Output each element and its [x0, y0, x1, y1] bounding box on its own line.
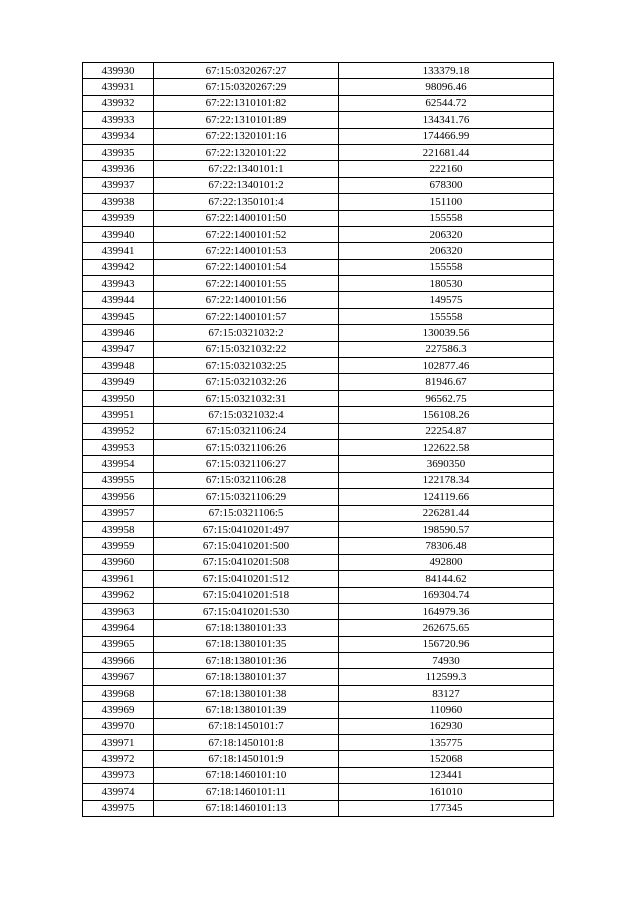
cadastral-number-cell: 67:18:1380101:37: [154, 669, 339, 685]
table-row: [83, 456, 554, 472]
table-row: [83, 603, 554, 619]
cadastral-number-cell: 67:15:0410201:518: [154, 587, 339, 603]
value-cell: 78306.48: [339, 538, 554, 554]
table-row: [83, 407, 554, 423]
table-row: [83, 63, 554, 79]
row-number-cell: 439943: [83, 276, 154, 292]
value-cell: 492800: [339, 554, 554, 570]
value-cell: 177345: [339, 800, 554, 816]
row-number-cell: 439968: [83, 685, 154, 701]
value-cell: 124119.66: [339, 489, 554, 505]
row-number-cell: 439959: [83, 538, 154, 554]
row-number-cell: 439956: [83, 489, 154, 505]
value-cell: 206320: [339, 226, 554, 242]
table-row: [83, 571, 554, 587]
row-number-cell: 439971: [83, 735, 154, 751]
row-number-cell: 439946: [83, 325, 154, 341]
cadastral-number-cell: 67:18:1380101:38: [154, 685, 339, 701]
row-number-cell: 439940: [83, 226, 154, 242]
table-row: [83, 685, 554, 701]
cadastral-number-cell: 67:22:1350101:4: [154, 194, 339, 210]
value-cell: 155558: [339, 259, 554, 275]
table-row: [83, 587, 554, 603]
table-row: [83, 210, 554, 226]
row-number-cell: 439970: [83, 718, 154, 734]
value-cell: 164979.36: [339, 603, 554, 619]
table-row: [83, 79, 554, 95]
table-row: [83, 800, 554, 816]
table-row: [83, 390, 554, 406]
row-number-cell: 439955: [83, 472, 154, 488]
row-number-cell: 439949: [83, 374, 154, 390]
row-number-cell: 439931: [83, 79, 154, 95]
value-cell: 102877.46: [339, 358, 554, 374]
cadastral-number-cell: 67:18:1380101:36: [154, 653, 339, 669]
value-cell: 130039.56: [339, 325, 554, 341]
value-cell: 134341.76: [339, 112, 554, 128]
cadastral-number-cell: 67:18:1380101:33: [154, 620, 339, 636]
row-number-cell: 439963: [83, 603, 154, 619]
row-number-cell: 439939: [83, 210, 154, 226]
row-number-cell: 439961: [83, 571, 154, 587]
value-cell: 161010: [339, 784, 554, 800]
row-number-cell: 439948: [83, 358, 154, 374]
table-row: [83, 358, 554, 374]
value-cell: 222160: [339, 161, 554, 177]
row-number-cell: 439947: [83, 341, 154, 357]
row-number-cell: 439934: [83, 128, 154, 144]
value-cell: 135775: [339, 735, 554, 751]
value-cell: 84144.62: [339, 571, 554, 587]
row-number-cell: 439950: [83, 390, 154, 406]
table-row: [83, 423, 554, 439]
cadastral-number-cell: 67:18:1450101:8: [154, 735, 339, 751]
cadastral-number-cell: 67:15:0321032:25: [154, 358, 339, 374]
value-cell: 162930: [339, 718, 554, 734]
value-cell: 110960: [339, 702, 554, 718]
cadastral-number-cell: 67:15:0321106:26: [154, 439, 339, 455]
cadastral-number-cell: 67:15:0321032:2: [154, 325, 339, 341]
value-cell: 112599.3: [339, 669, 554, 685]
row-number-cell: 439945: [83, 308, 154, 324]
row-number-cell: 439937: [83, 177, 154, 193]
table-row: [83, 95, 554, 111]
cadastral-number-cell: 67:18:1380101:35: [154, 636, 339, 652]
value-cell: 174466.99: [339, 128, 554, 144]
cadastral-number-cell: 67:22:1400101:55: [154, 276, 339, 292]
row-number-cell: 439938: [83, 194, 154, 210]
table-row: [83, 735, 554, 751]
cadastral-number-cell: 67:22:1400101:52: [154, 226, 339, 242]
cadastral-number-cell: 67:22:1400101:56: [154, 292, 339, 308]
table-row: [83, 751, 554, 767]
table-row: [83, 308, 554, 324]
value-cell: 156720.96: [339, 636, 554, 652]
table-row: [83, 112, 554, 128]
value-cell: 262675.65: [339, 620, 554, 636]
cadastral-number-cell: 67:15:0410201:512: [154, 571, 339, 587]
value-cell: 3690350: [339, 456, 554, 472]
table-row: [83, 489, 554, 505]
cadastral-number-cell: 67:18:1450101:9: [154, 751, 339, 767]
cadastral-number-cell: 67:15:0320267:27: [154, 63, 339, 79]
value-cell: 221681.44: [339, 144, 554, 160]
table-row: [83, 702, 554, 718]
value-cell: 155558: [339, 210, 554, 226]
cadastral-number-cell: 67:22:1340101:2: [154, 177, 339, 193]
table-row: [83, 243, 554, 259]
value-cell: 155558: [339, 308, 554, 324]
cadastral-number-cell: 67:15:0321106:5: [154, 505, 339, 521]
row-number-cell: 439944: [83, 292, 154, 308]
row-number-cell: 439933: [83, 112, 154, 128]
cadastral-number-cell: 67:22:1310101:89: [154, 112, 339, 128]
value-cell: 206320: [339, 243, 554, 259]
row-number-cell: 439958: [83, 521, 154, 537]
value-cell: 156108.26: [339, 407, 554, 423]
value-cell: 226281.44: [339, 505, 554, 521]
cadastral-number-cell: 67:22:1320101:22: [154, 144, 339, 160]
cadastral-number-cell: 67:18:1460101:13: [154, 800, 339, 816]
cadastral-number-cell: 67:22:1400101:54: [154, 259, 339, 275]
value-cell: 149575: [339, 292, 554, 308]
cadastral-number-cell: 67:18:1460101:10: [154, 767, 339, 783]
cadastral-number-cell: 67:15:0320267:29: [154, 79, 339, 95]
table-row: [83, 554, 554, 570]
value-cell: 227586.3: [339, 341, 554, 357]
table-row: [83, 374, 554, 390]
table-row: [83, 276, 554, 292]
row-number-cell: 439957: [83, 505, 154, 521]
table-row: [83, 194, 554, 210]
table-row: [83, 177, 554, 193]
table-row: [83, 521, 554, 537]
cadastral-number-cell: 67:15:0410201:500: [154, 538, 339, 554]
row-number-cell: 439935: [83, 144, 154, 160]
table-row: [83, 669, 554, 685]
row-number-cell: 439954: [83, 456, 154, 472]
cadastral-number-cell: 67:15:0321106:27: [154, 456, 339, 472]
table-row: [83, 653, 554, 669]
value-cell: 152068: [339, 751, 554, 767]
cadastral-number-cell: 67:22:1400101:50: [154, 210, 339, 226]
cadastral-number-cell: 67:15:0321032:31: [154, 390, 339, 406]
row-number-cell: 439941: [83, 243, 154, 259]
row-number-cell: 439965: [83, 636, 154, 652]
value-cell: 122178.34: [339, 472, 554, 488]
table-body: [83, 63, 554, 817]
row-number-cell: 439952: [83, 423, 154, 439]
row-number-cell: 439936: [83, 161, 154, 177]
table-row: [83, 439, 554, 455]
cadastral-number-cell: 67:15:0321106:24: [154, 423, 339, 439]
cadastral-number-cell: 67:18:1380101:39: [154, 702, 339, 718]
value-cell: 83127: [339, 685, 554, 701]
table-row: [83, 292, 554, 308]
table-row: [83, 128, 554, 144]
row-number-cell: 439962: [83, 587, 154, 603]
value-cell: 180530: [339, 276, 554, 292]
value-cell: 169304.74: [339, 587, 554, 603]
table-row: [83, 767, 554, 783]
row-number-cell: 439973: [83, 767, 154, 783]
table-row: [83, 472, 554, 488]
row-number-cell: 439932: [83, 95, 154, 111]
row-number-cell: 439942: [83, 259, 154, 275]
table-row: [83, 341, 554, 357]
row-number-cell: 439967: [83, 669, 154, 685]
cadastral-number-cell: 67:15:0321032:22: [154, 341, 339, 357]
cadastral-number-cell: 67:15:0410201:530: [154, 603, 339, 619]
value-cell: 81946.67: [339, 374, 554, 390]
cadastral-value-table: [82, 62, 554, 817]
table-row: [83, 505, 554, 521]
value-cell: 62544.72: [339, 95, 554, 111]
cadastral-number-cell: 67:15:0321032:4: [154, 407, 339, 423]
table-row: [83, 538, 554, 554]
cadastral-number-cell: 67:15:0321106:29: [154, 489, 339, 505]
row-number-cell: 439960: [83, 554, 154, 570]
cadastral-number-cell: 67:22:1320101:16: [154, 128, 339, 144]
row-number-cell: 439974: [83, 784, 154, 800]
row-number-cell: 439969: [83, 702, 154, 718]
row-number-cell: 439975: [83, 800, 154, 816]
row-number-cell: 439966: [83, 653, 154, 669]
table-row: [83, 161, 554, 177]
value-cell: 151100: [339, 194, 554, 210]
cadastral-number-cell: 67:15:0410201:508: [154, 554, 339, 570]
cadastral-number-cell: 67:22:1400101:53: [154, 243, 339, 259]
row-number-cell: 439951: [83, 407, 154, 423]
value-cell: 678300: [339, 177, 554, 193]
value-cell: 96562.75: [339, 390, 554, 406]
cadastral-number-cell: 67:15:0321032:26: [154, 374, 339, 390]
table-row: [83, 259, 554, 275]
cadastral-number-cell: 67:22:1400101:57: [154, 308, 339, 324]
table-row: [83, 636, 554, 652]
row-number-cell: 439930: [83, 63, 154, 79]
value-cell: 74930: [339, 653, 554, 669]
value-cell: 22254.87: [339, 423, 554, 439]
table-row: [83, 718, 554, 734]
table-row: [83, 144, 554, 160]
table-row: [83, 784, 554, 800]
row-number-cell: 439964: [83, 620, 154, 636]
row-number-cell: 439972: [83, 751, 154, 767]
cadastral-number-cell: 67:18:1450101:7: [154, 718, 339, 734]
table-row: [83, 226, 554, 242]
table-row: [83, 620, 554, 636]
cadastral-number-cell: 67:15:0410201:497: [154, 521, 339, 537]
table-row: [83, 325, 554, 341]
value-cell: 98096.46: [339, 79, 554, 95]
cadastral-number-cell: 67:22:1310101:82: [154, 95, 339, 111]
value-cell: 122622.58: [339, 439, 554, 455]
value-cell: 198590.57: [339, 521, 554, 537]
row-number-cell: 439953: [83, 439, 154, 455]
cadastral-number-cell: 67:22:1340101:1: [154, 161, 339, 177]
cadastral-number-cell: 67:18:1460101:11: [154, 784, 339, 800]
cadastral-number-cell: 67:15:0321106:28: [154, 472, 339, 488]
value-cell: 133379.18: [339, 63, 554, 79]
value-cell: 123441: [339, 767, 554, 783]
